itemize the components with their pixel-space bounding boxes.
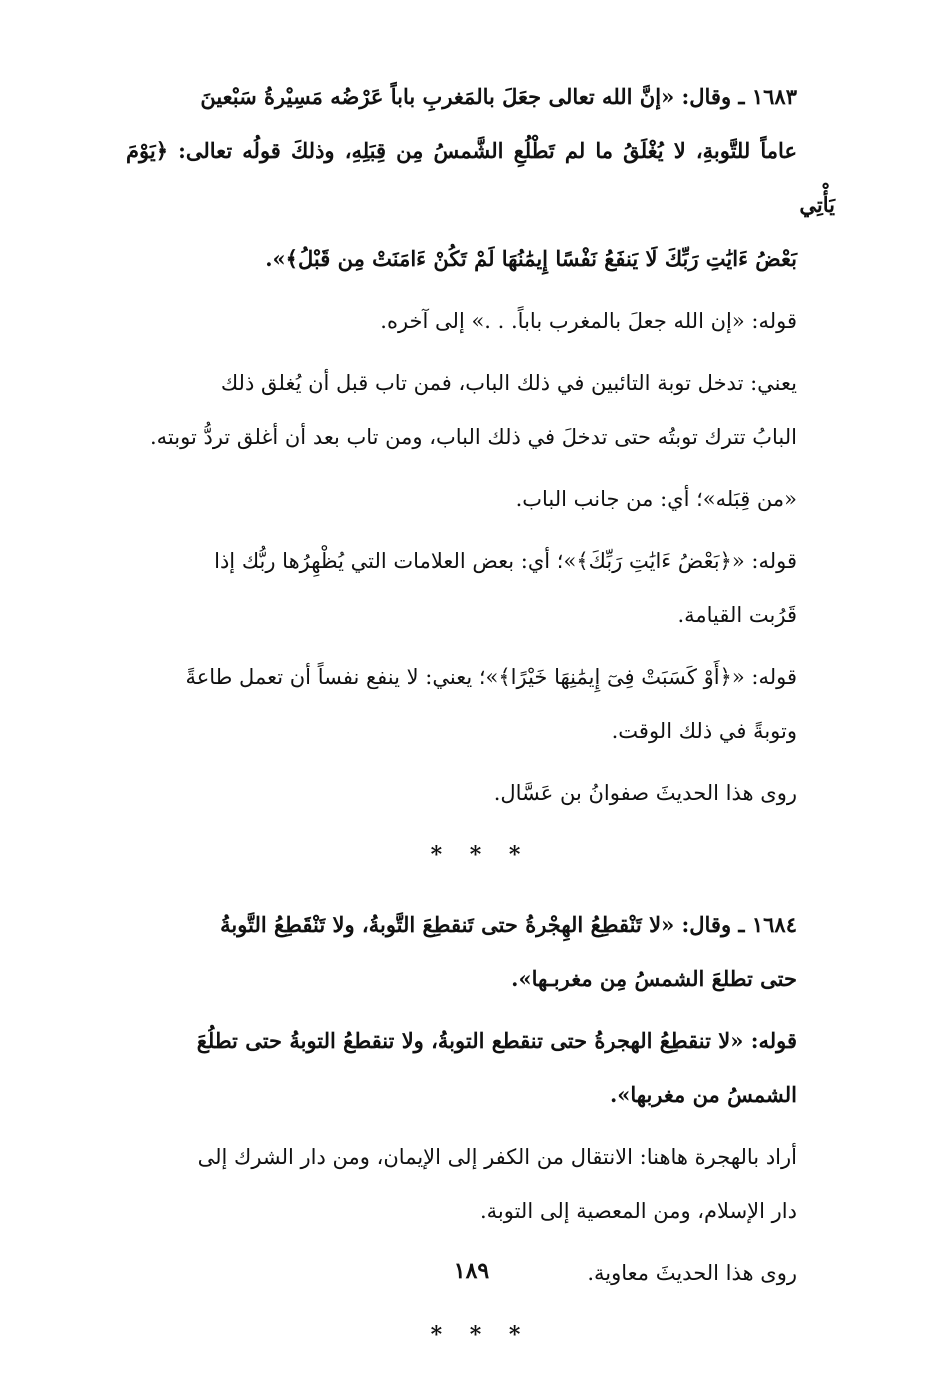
hadith-1684-line-1: ١٦٨٤ ـ وقال: «لا تَنْقطِعُ الهِجْرةُ حتى تَنقطِعَ التَّوبةُ، ولا تَنْقَطِعُ التَّوبةُ: [220, 912, 797, 937]
commentary-1683-p4: [126, 534, 835, 642]
hadith-1684-line-2: حتى تطلعَ الشمسُ مِن مغربـها».: [511, 966, 797, 991]
hadith-1683: [126, 70, 835, 286]
commentary-1683-p3: [126, 472, 835, 526]
commentary-1683-p2-line-2: البابُ تترك توبتُه حتى تدخلَ في ذلك الباب، ومن تاب بعد أن أغلق تردُّ توبته.: [149, 425, 797, 449]
commentary-1683-p4-line-1: قوله: «﴿بَعْضُ ءَايَٰتِ رَبِّكَ﴾»؛ أي: بعض العلامات التي يُظْهِرُها ربُّك إذا: [214, 549, 797, 573]
commentary-1683-p5-line-2: وتوبةً في ذلك الوقت.: [611, 719, 797, 743]
section-separator-end: * * *: [430, 1322, 531, 1348]
commentary-1683-p4-line-2: قَرُبت القيامة.: [677, 603, 797, 627]
hadith-1683-line-1: ١٦٨٣ ـ وقال: «إنَّ الله تعالى جعَلَ بالمَغربِ باباً عَرْضُه مَسِيْرةُ سَبْعينَ: [200, 84, 797, 109]
hadith-1683-line-2: عاماً للتَّوبةِ، لا يُغْلَقُ ما لم تَطْلُعِ الشَّمسُ مِن قِبَلِهِ، وذلكَ قولُه تعالى: ﴿يَوْمَ يَأْتِي: [126, 138, 835, 217]
commentary-1683-p1: [126, 294, 835, 348]
section-separator: * * *: [430, 842, 531, 868]
commentary-1683-p1-text: قوله: «إن الله جعلَ بالمغرب باباً. . .» إلى آخره.: [380, 309, 797, 333]
hadith-1684: [126, 898, 835, 1006]
commentary-1684-p1-line-2: الشمسُ من مغربها».: [609, 1082, 797, 1107]
hadith-1683-line-3: بَعْضُ ءَايَٰتِ رَبِّكَ لَا يَنفَعُ نَفْسًا إِيمَٰنُهَا لَمْ تَكُنْ ءَامَنَتْ مِن قَبْلُ﴾».: [265, 246, 797, 271]
commentary-1684-p2-line-2: دار الإسلام، ومن المعصية إلى التوبة.: [479, 1199, 797, 1223]
commentary-1683-p2-line-1: يعني: تدخل توبة التائبين في ذلك الباب، فمن تاب قبل أن يُغلق ذلك: [220, 371, 797, 395]
commentary-1684-p1: [126, 1014, 835, 1122]
narrator-1684-text: روى هذا الحديثَ معاوية.: [587, 1261, 797, 1285]
narrator-1683-text: روى هذا الحديثَ صفوانُ بن عَسَّال.: [493, 781, 797, 805]
commentary-1683-p5-line-1: قوله: «﴿أَوْ كَسَبَتْ فِىٓ إِيمَٰنِهَا خَيْرًا﴾»؛ يعني: لا ينفع نفساً أن تعمل طاعةً: [185, 665, 797, 689]
commentary-1683-p2: [126, 356, 835, 464]
commentary-1684-p1-line-1: قوله: «لا تنقطِعُ الهجرةُ حتى تنقطع التوبةُ، ولا تنقطعُ التوبةُ حتى تطلُعَ: [196, 1028, 797, 1053]
commentary-1683-p5: [126, 650, 835, 758]
narrator-1683: [126, 766, 835, 820]
commentary-1684-p2: [126, 1130, 835, 1238]
commentary-1684-p2-line-1: أراد بالهجرة هاهنا: الانتقال من الكفر إلى الإيمان، ومن دار الشرك إلى: [197, 1145, 797, 1169]
commentary-1683-p3-text: «من قِبَله»؛ أي: من جانب الباب.: [515, 487, 797, 511]
page-number: ١٨٩: [453, 1258, 490, 1284]
